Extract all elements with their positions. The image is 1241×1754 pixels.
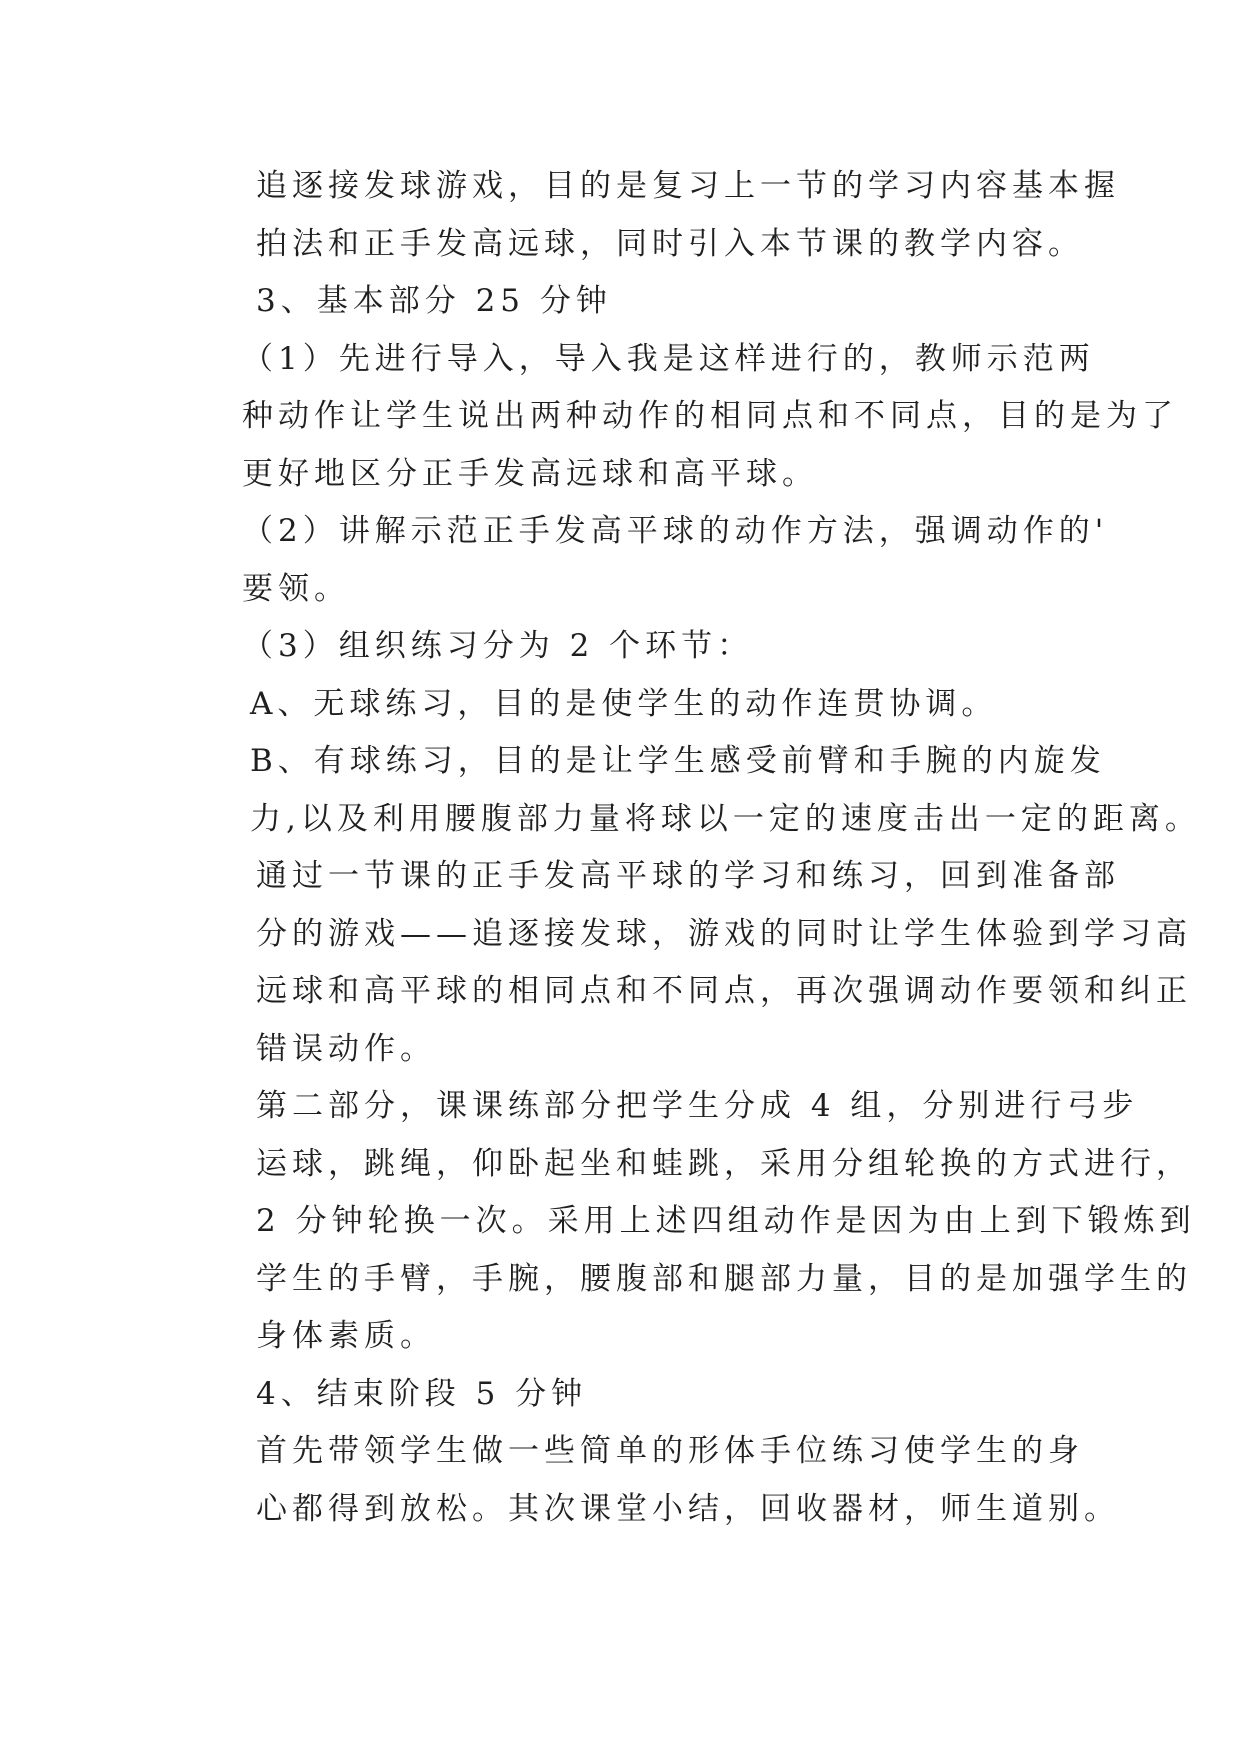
section-heading-ending	[190, 1366, 1052, 1424]
text-line: 2 分钟轮换一次。采用上述四组动作是因为由上到下锻炼到	[256, 1203, 1196, 1239]
text-line: 种动作让学生说出两种动作的相同点和不同点，目的是为了	[242, 398, 1178, 434]
text-line: （1）先进行导入，导入我是这样进行的，教师示范两	[242, 340, 1095, 377]
paragraph-step-2	[190, 503, 1109, 618]
paragraph-step-3	[190, 618, 1052, 676]
text-line: A、无球练习，目的是使学生的动作连贯协调。	[250, 685, 998, 722]
text-line: （3）组织练习分为 2 个环节：	[242, 628, 754, 664]
text-line: 更好地区分正手发高远球和高平球。	[242, 455, 818, 492]
text-line: 追逐接发球游戏，目的是复习上一节的学习内容基本握	[256, 168, 1120, 204]
paragraph-ending	[190, 1423, 1120, 1538]
text-line: （2）讲解示范正手发高平球的动作方法，强调动作的'	[242, 513, 1109, 549]
text-line: 拍法和正手发高远球，同时引入本节课的教学内容。	[256, 225, 1084, 262]
text-line: B、有球练习，目的是让学生感受前臂和手腕的内旋发	[250, 743, 1106, 779]
text-line: 第二部分，课课练部分把学生分成 4 组，分别进行弓步	[256, 1088, 1139, 1124]
text-line: 要领。	[242, 570, 350, 607]
section-heading-basic-part	[190, 273, 1052, 331]
paragraph-step-1	[190, 331, 1178, 504]
text-line: 运球，跳绳，仰卧起坐和蛙跳，采用分组轮换的方式进行，	[256, 1145, 1192, 1182]
text-line: 心都得到放松。其次课堂小结，回收器材，师生道别。	[256, 1490, 1120, 1527]
paragraph-second-part	[190, 1078, 1196, 1366]
paragraph-practice-a	[190, 676, 1052, 734]
text-line: 错误动作。	[256, 1030, 436, 1067]
text-line: 身体素质。	[256, 1318, 436, 1354]
text-line: 力,以及利用腰腹部力量将球以一定的速度击出一定的距离。	[250, 800, 1201, 837]
paragraph-warmup-game	[190, 158, 1120, 273]
text-line: 学生的手臂，手腕，腰腹部和腿部力量，目的是加强学生的	[256, 1260, 1192, 1297]
text-line: 3、基本部分 25 分钟	[256, 283, 612, 319]
text-line: 分的游戏——追逐接发球，游戏的同时让学生体验到学习高	[256, 915, 1192, 952]
document-body	[190, 158, 1201, 1538]
text-line: 4、结束阶段 5 分钟	[256, 1375, 588, 1412]
text-line: 通过一节课的正手发高平球的学习和练习，回到准备部	[256, 858, 1120, 894]
text-line: 首先带领学生做一些简单的形体手位练习使学生的身	[256, 1433, 1084, 1469]
paragraph-review-game	[190, 848, 1192, 1078]
paragraph-practice-b	[190, 733, 1201, 848]
text-line: 远球和高平球的相同点和不同点，再次强调动作要领和纠正	[256, 973, 1192, 1009]
